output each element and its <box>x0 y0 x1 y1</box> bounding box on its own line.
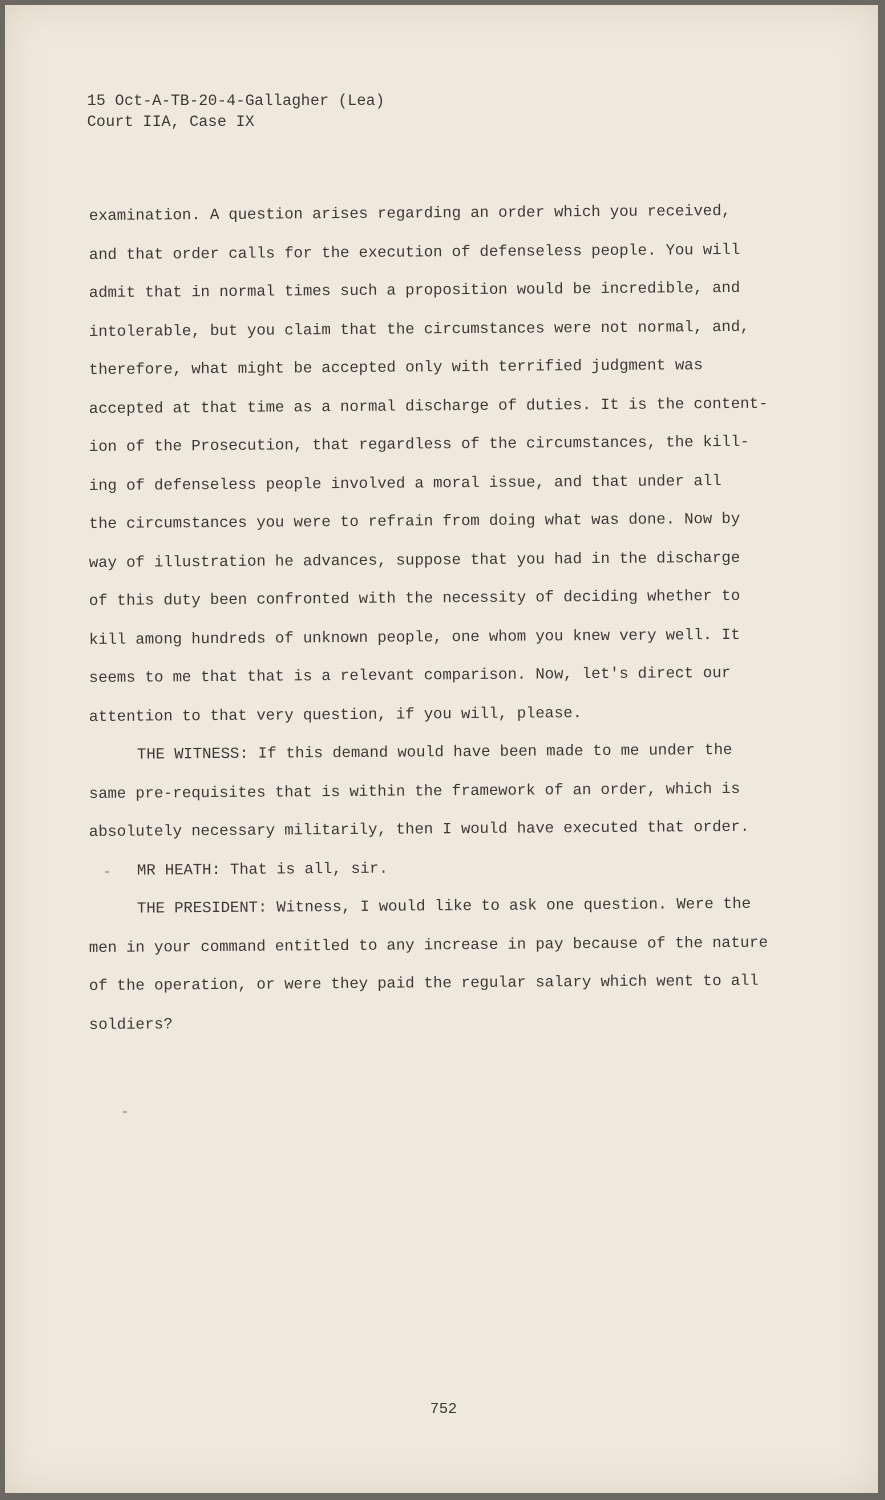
text-line: ion of the Prosecution, that regardless of the circumstances, the kill- <box>88 432 750 456</box>
president-question-line: soldiers? <box>88 1014 173 1034</box>
text-line: ing of defenseless people involved a moral issue, and that under all <box>88 471 722 495</box>
text-line: seems to me that that is a relevant comparison. Now, let's direct our <box>88 663 731 687</box>
president-question-line: of the operation, or were they paid the regular salary which went to all <box>88 971 759 995</box>
text-line: admit that in normal times such a proposition would be incredible, and <box>88 278 741 302</box>
text-line: and that order calls for the execution of defenseless people. You will <box>88 240 741 264</box>
text-line: therefore, what might be accepted only with terrified judgment was <box>88 356 703 379</box>
document-header <box>87 91 385 133</box>
text-line: kill among hundreds of unknown people, one whom you knew very well. It <box>88 625 741 649</box>
president-question-line: men in your command entitled to any increase in pay because of the nature <box>88 933 769 957</box>
witness-answer-line: absolutely necessary militarily, then I would have executed that order. <box>88 817 750 841</box>
document-page <box>5 5 878 1493</box>
header-reference-line: 15 Oct-A-TB-20-4-Gallagher (Lea) <box>87 92 385 110</box>
header-court-line: Court IIA, Case IX <box>87 113 255 131</box>
witness-answer-line: same pre-requisites that is within the framework of an order, which is <box>88 779 741 803</box>
president-question-line: THE PRESIDENT: Witness, I would like to ask one question. Were the <box>136 894 751 918</box>
text-line: examination. A question arises regarding an order which you received, <box>88 201 731 225</box>
transcript-body <box>89 197 814 1044</box>
page-number: 752 <box>429 1401 457 1418</box>
witness-answer-line: THE WITNESS: If this demand would have been made to me under the <box>136 740 733 764</box>
text-line: the circumstances you were to refrain from doing what was done. Now by <box>88 509 741 533</box>
text-line: way of illustration he advances, suppose that you had in the discharge <box>88 548 741 572</box>
text-line: of this duty been confronted with the necessity of deciding whether to <box>88 586 741 610</box>
paper-speck <box>123 1111 127 1113</box>
paper-speck <box>105 871 109 873</box>
text-line: accepted at that time as a normal discharge of duties. It is the content- <box>88 394 769 418</box>
text-line: attention to that very question, if you will, please. <box>88 703 583 726</box>
text-line: intolerable, but you claim that the circumstances were not normal, and, <box>88 317 750 341</box>
heath-statement-line: MR HEATH: That is all, sir. <box>136 859 389 880</box>
